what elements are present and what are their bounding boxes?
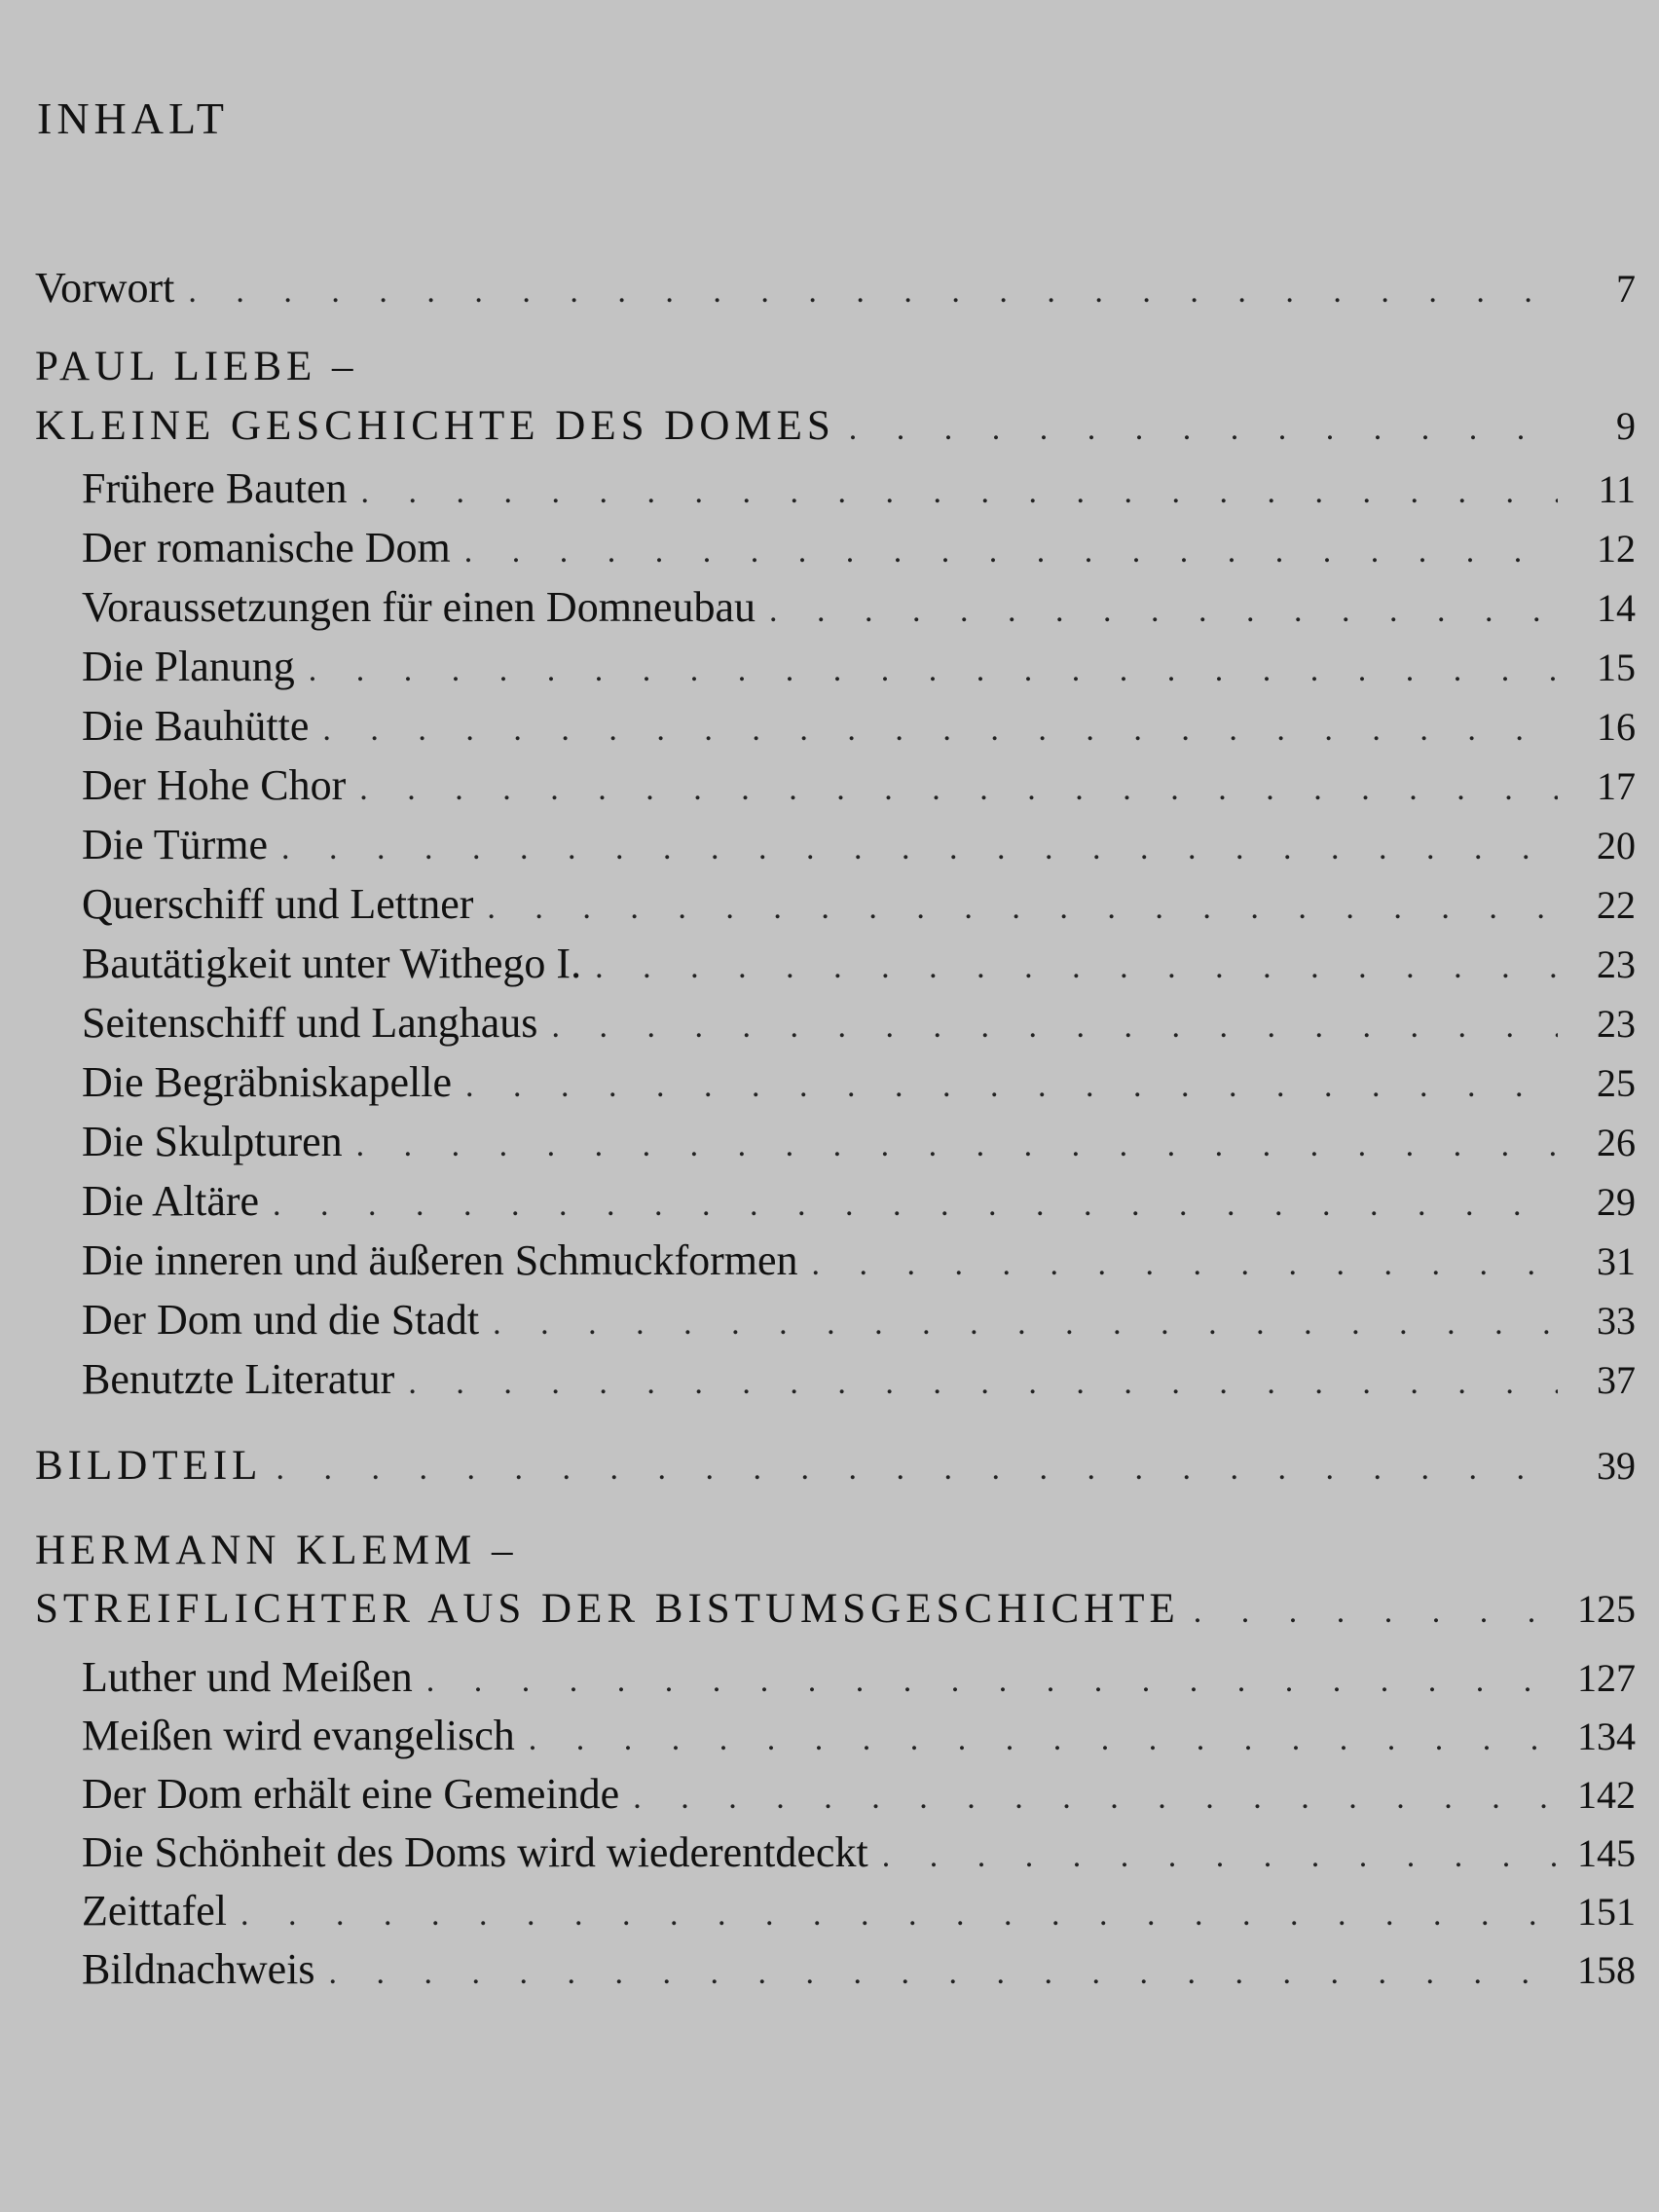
toc-entry-label: Frühere Bauten [82, 464, 348, 512]
toc-entry-page: 39 [1597, 1444, 1636, 1488]
dot-leader [268, 822, 1558, 876]
toc-entry-page: 15 [1597, 645, 1636, 689]
dot-leader [756, 584, 1558, 639]
toc-entry-label: Benutzte Literatur [82, 1355, 395, 1403]
toc-entry-schoenheit[interactable] [82, 1825, 1636, 1880]
toc-entry-page: 33 [1597, 1299, 1636, 1343]
dot-leader [262, 1442, 1558, 1496]
dot-leader [619, 1771, 1558, 1825]
dot-leader [227, 1888, 1558, 1942]
toc-entry-label: Bildnachweis [82, 1945, 315, 1993]
dot-leader [309, 703, 1558, 757]
toc-entry-label: Bautätigkeit unter Withego I. [82, 940, 582, 987]
toc-entry-label: BILDTEIL [35, 1443, 263, 1489]
toc-entry-dom-und-stadt[interactable] [82, 1293, 1636, 1347]
toc-entry-label: Luther und Meißen [82, 1653, 413, 1701]
toc-entry-page: 151 [1577, 1890, 1636, 1934]
toc-entry-page: 127 [1577, 1656, 1636, 1700]
toc-entry-label: Der Dom erhält eine Gemeinde [82, 1770, 620, 1818]
toc-entry-page: 125 [1577, 1587, 1636, 1631]
toc-entry-bauhuette[interactable] [82, 699, 1636, 754]
toc-entry-bildnachweis[interactable] [82, 1942, 1636, 1997]
toc-entry-streiflichter[interactable] [35, 1582, 1636, 1637]
dot-leader [1180, 1585, 1558, 1640]
toc-entry-luther-meissen[interactable] [82, 1650, 1636, 1705]
toc-entry-kleine-geschichte[interactable] [35, 399, 1636, 454]
dot-leader [452, 1059, 1558, 1114]
dot-leader [537, 1000, 1558, 1054]
toc-entry-page: 7 [1616, 267, 1636, 311]
toc-entry-label: Der Hohe Chor [82, 761, 347, 809]
toc-entry-page: 158 [1577, 1948, 1636, 1992]
toc-entry-label: KLEINE GESCHICHTE DES DOMES [35, 403, 835, 449]
toc-entry-voraussetzungen[interactable] [82, 580, 1636, 635]
dot-leader [473, 881, 1558, 936]
toc-entry-fruehere-bauten[interactable] [82, 461, 1636, 516]
toc-entry-label: Der Dom und die Stadt [82, 1296, 480, 1344]
toc-entry-page: 37 [1597, 1358, 1636, 1402]
dot-leader [343, 1119, 1558, 1173]
toc-entry-page: 14 [1597, 586, 1636, 630]
toc-entry-label: Die Schönheit des Doms wird wiederentdeckt [82, 1828, 868, 1876]
toc-entry-zeittafel[interactable] [82, 1884, 1636, 1938]
toc-entry-begraebniskapelle[interactable] [82, 1055, 1636, 1110]
dot-leader [868, 1829, 1558, 1884]
dot-leader [581, 940, 1558, 995]
toc-entry-romanische-dom[interactable] [82, 521, 1636, 575]
toc-entry-seitenschiff[interactable] [82, 996, 1636, 1051]
toc-entry-skulpturen[interactable] [82, 1115, 1636, 1169]
toc-entry-label: Die inneren und äußeren Schmuckformen [82, 1236, 798, 1284]
toc-entry-label: Die Altäre [82, 1177, 260, 1225]
toc-entry-label: Vorwort [35, 264, 175, 312]
toc-entry-querschiff[interactable] [82, 877, 1636, 932]
dot-leader [346, 762, 1558, 817]
toc-entry-page: 9 [1616, 404, 1636, 448]
toc-entry-vorwort[interactable] [35, 261, 1636, 315]
toc-entry-label: Zeittafel [82, 1887, 228, 1935]
toc-entry-page: 11 [1598, 467, 1636, 511]
dot-leader [798, 1237, 1558, 1292]
dot-leader [835, 402, 1558, 457]
dot-leader [315, 1946, 1558, 2001]
toc-entry-label: Meißen wird evangelisch [82, 1712, 515, 1759]
toc-entry-literatur[interactable] [82, 1352, 1636, 1407]
toc-entry-page: 23 [1597, 942, 1636, 986]
toc-entry-tuerme[interactable] [82, 818, 1636, 872]
dot-leader [515, 1713, 1558, 1767]
toc-entry-label: Der romanische Dom [82, 524, 451, 571]
toc-entry-bildteil[interactable] [35, 1439, 1636, 1493]
toc-entry-meissen-evangelisch[interactable] [82, 1709, 1636, 1763]
dot-leader [479, 1297, 1558, 1351]
toc-entry-label: Die Planung [82, 643, 295, 690]
author-paul-liebe: PAUL LIEBE – [35, 344, 358, 389]
toc-entry-label: Die Skulpturen [82, 1118, 343, 1165]
toc-entry-page: 20 [1597, 824, 1636, 867]
toc-entry-label: Querschiff und Lettner [82, 880, 474, 928]
toc-entry-page: 17 [1597, 764, 1636, 808]
toc-entry-planung[interactable] [82, 640, 1636, 694]
dot-leader [347, 465, 1558, 520]
dot-leader [174, 265, 1558, 319]
toc-entry-page: 134 [1577, 1714, 1636, 1758]
toc-entry-label: Die Begräbniskapelle [82, 1058, 452, 1106]
toc-entry-page: 31 [1597, 1239, 1636, 1283]
dot-leader [451, 525, 1558, 579]
toc-entry-page: 12 [1597, 527, 1636, 571]
toc-entry-hohe-chor[interactable] [82, 758, 1636, 813]
dot-leader [394, 1356, 1558, 1411]
toc-entry-bautaetigkeit[interactable] [82, 937, 1636, 991]
dot-leader [295, 644, 1558, 698]
toc-entry-label: Die Bauhütte [82, 702, 310, 750]
page-heading: INHALT [37, 93, 229, 143]
toc-entry-gemeinde[interactable] [82, 1767, 1636, 1822]
toc-entry-label: Die Türme [82, 821, 269, 868]
toc-entry-page: 22 [1597, 883, 1636, 927]
dot-leader [413, 1654, 1558, 1709]
toc-entry-page: 16 [1597, 705, 1636, 749]
toc-entry-page: 23 [1597, 1002, 1636, 1046]
toc-entry-page: 29 [1597, 1180, 1636, 1224]
toc-entry-page: 145 [1577, 1831, 1636, 1875]
toc-entry-page: 26 [1597, 1121, 1636, 1164]
dot-leader [259, 1178, 1558, 1233]
toc-entry-label: Voraussetzungen für einen Domneubau [82, 583, 756, 631]
author-hermann-klemm: HERMANN KLEMM – [35, 1528, 518, 1573]
toc-entry-altaere[interactable] [82, 1174, 1636, 1229]
toc-entry-label: STREIFLICHTER AUS DER BISTUMSGESCHICHTE [35, 1586, 1180, 1632]
toc-entry-schmuckformen[interactable] [82, 1234, 1636, 1288]
toc-entry-page: 142 [1577, 1773, 1636, 1817]
toc-entry-page: 25 [1597, 1061, 1636, 1105]
toc-entry-label: Seitenschiff und Langhaus [82, 999, 538, 1047]
